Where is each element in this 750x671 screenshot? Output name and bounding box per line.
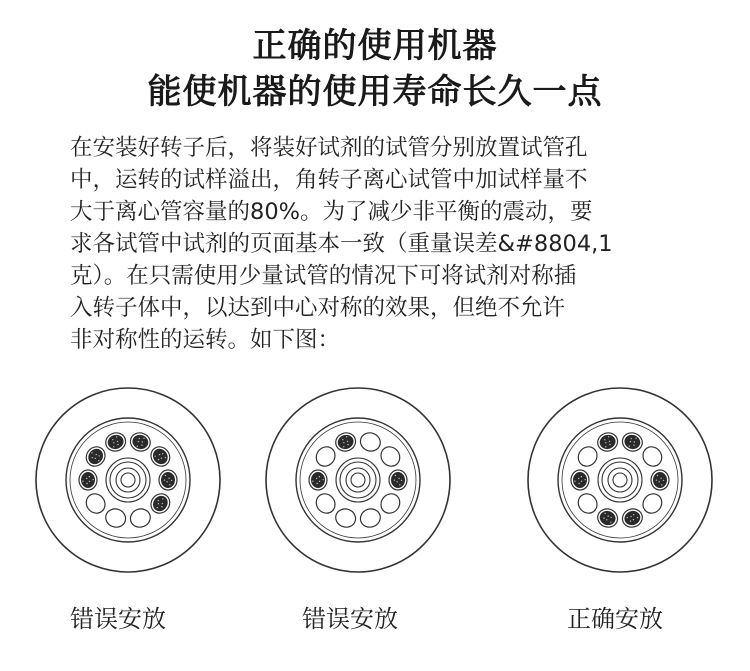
rotor-diagrams [0,380,750,580]
rotor-hub-ring [598,458,642,502]
tube-hole-filled [333,430,358,453]
rotor-hub-ring [346,468,370,492]
tube-hole-empty [128,506,153,529]
tube-hole-filled [571,470,589,490]
rotor-hub-ring [613,473,627,487]
tube-hole-filled [159,470,177,490]
rotor-diagram-wrong-1 [28,380,228,580]
tube-hole-filled [103,430,128,453]
rotor-outer-rim [266,388,450,572]
tube-hole-filled [82,443,108,470]
tube-hole-empty [103,506,128,529]
rotor-hub-ring [340,462,376,498]
tube-hole-filled [595,506,620,529]
tube-hole-empty [377,490,403,517]
rotor-hub-ring [336,458,380,502]
rotor-outer-rim [528,388,712,572]
rotor-caption-wrong-1: 错误安放 [70,605,166,633]
tube-hole-filled [620,506,645,529]
tube-hole-filled [128,430,153,453]
tube-hole-empty [312,490,338,517]
rotor-hub-ring [121,473,135,487]
rotor-hub-ring [110,462,146,498]
instruction-paragraph: 在安装好转子后，将装好试剂的试管分别放置试管孔 中，运转的试样溢出，角转子离心试管中加试样量不 大于离心管容量的80%。为了减少非平衡的震动，要 求各试管中试剂的页面基本一致（重量误差&#8804,1 克）。在只需使用少量试管的情况下可将试剂对称插 入转子体中，以达到中心对称的效果，但绝不允许 非对称性的运转。如下图： [70,135,613,353]
tube-hole-empty [82,490,108,517]
tube-hole-filled [595,430,620,453]
tube-hole-filled [79,470,97,490]
tube-hole-empty [333,506,358,529]
rotor-outer-rim [36,388,220,572]
rotor-hub-ring [116,468,140,492]
tube-hole-empty [358,506,383,529]
rotor-hub-ring [608,468,632,492]
tube-hole-filled [620,430,645,453]
tube-hole-empty [639,490,665,517]
tube-hole-filled [147,490,173,517]
rotor-caption-wrong-2: 错误安放 [302,605,398,633]
rotor-hub-ring [351,473,365,487]
tube-hole-empty [377,443,403,470]
tube-hole-filled [389,470,407,490]
rotor-caption-correct: 正确安放 [567,605,663,633]
tube-hole-empty [574,490,600,517]
tube-hole-empty [639,443,665,470]
page-title: 正确的使用机器 [252,26,498,66]
rotor-diagram-correct [520,380,720,580]
tube-hole-filled [309,470,327,490]
tube-hole-filled [147,443,173,470]
rotor-hub-ring [602,462,638,498]
page-subtitle: 能使机器的使用寿命长久一点 [147,72,603,112]
tube-hole-empty [358,430,383,453]
tube-hole-filled [651,470,669,490]
rotor-diagram-wrong-2 [258,380,458,580]
tube-hole-empty [574,443,600,470]
rotor-hub-ring [106,458,150,502]
tube-hole-empty [312,443,338,470]
